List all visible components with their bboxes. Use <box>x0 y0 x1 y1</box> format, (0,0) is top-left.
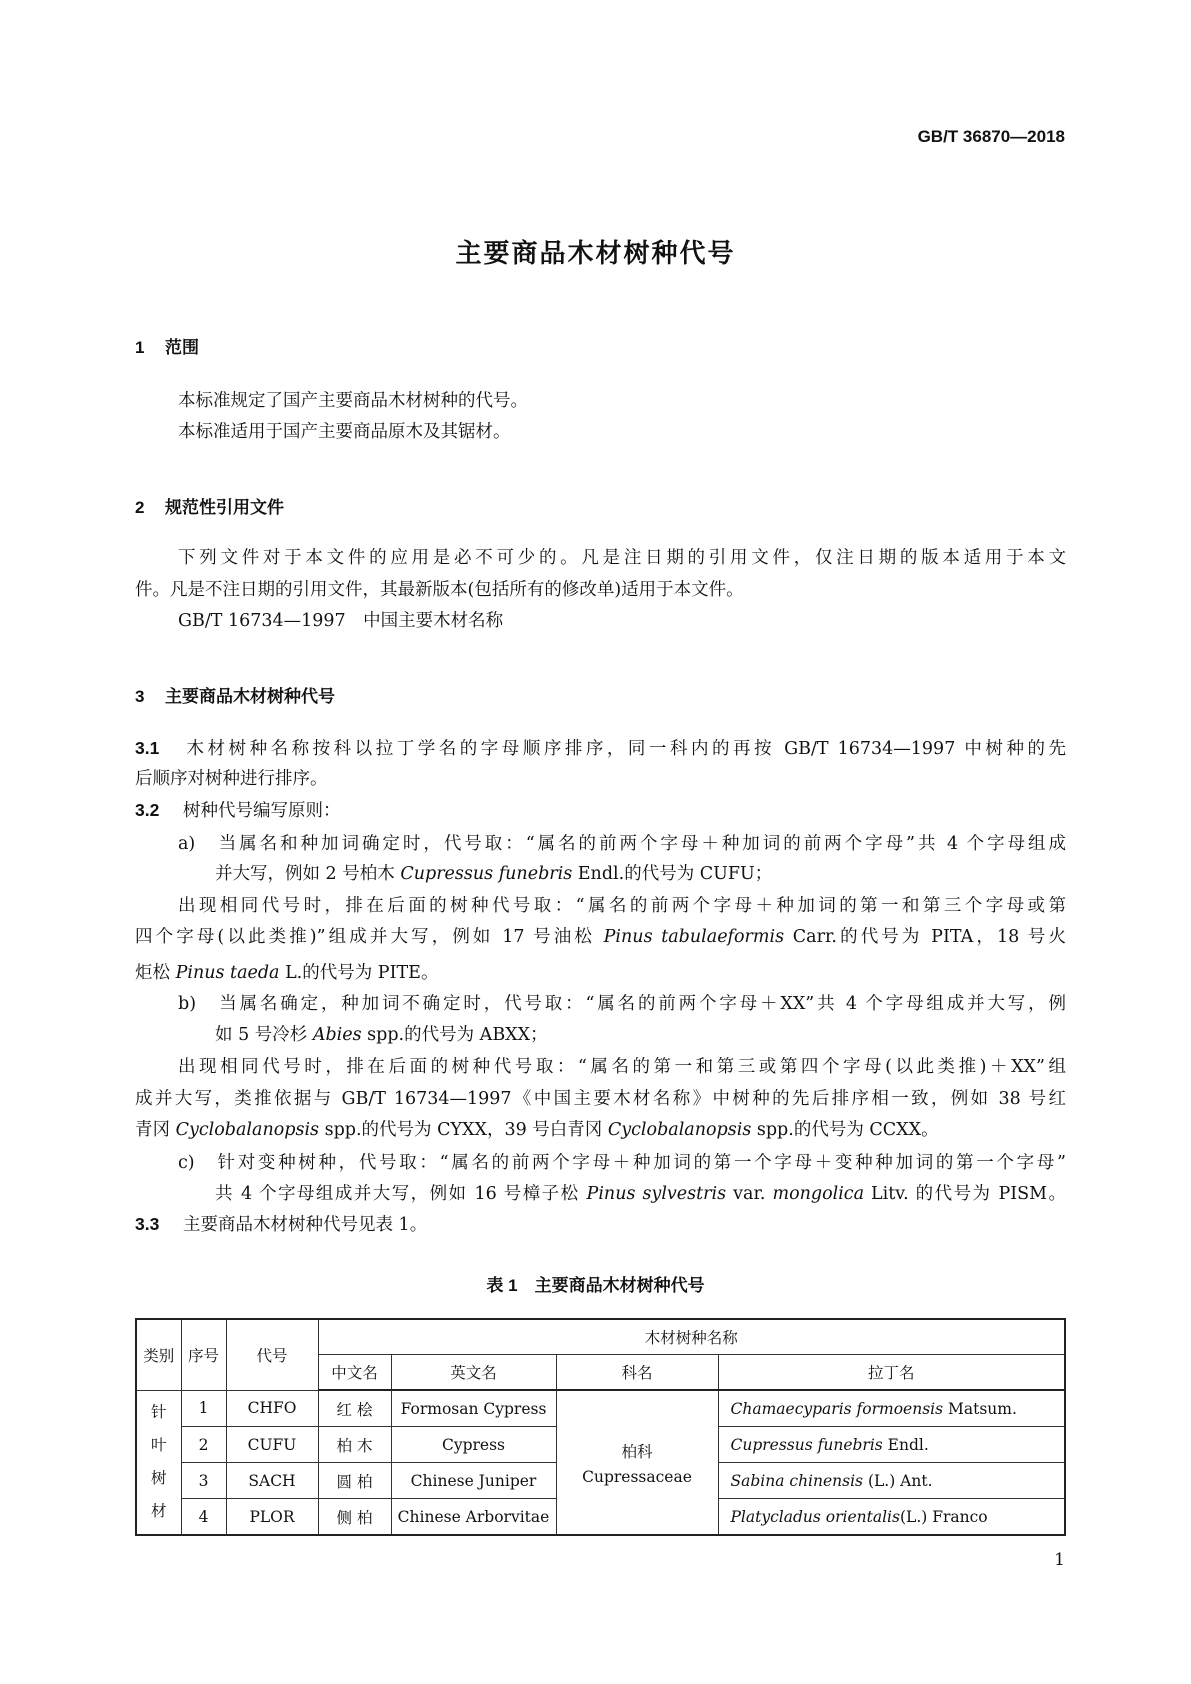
text-span: 后顺序对树种进行排序。 <box>135 769 328 789</box>
page-number: 1 <box>1054 1550 1065 1570</box>
text-span: 木材树种名称按科以拉丁学名的字母顺序排序，同一科内的再按 GB/T 16734—1997 中树种的先 <box>183 739 1066 759</box>
seq-cell: 2 <box>181 1427 226 1463</box>
text-line <box>215 860 1066 885</box>
clause-number: 3.3 <box>135 1214 160 1234</box>
text-span: GB/T 16734—1997 中国主要木材名称 <box>178 611 504 631</box>
chinese-name-cell: 柏 木 <box>318 1427 391 1463</box>
code-cell: PLOR <box>226 1499 318 1536</box>
section-heading <box>135 333 199 358</box>
text-span: 下列文件对于本文件的应用是必不可少的。凡是注日期的引用文件，仅注日期的版本适用于本文 <box>178 548 1066 568</box>
text-line <box>135 1116 1066 1141</box>
section-heading <box>135 682 335 707</box>
text-span: Litv. 的代号为 PISM。 <box>864 1184 1067 1204</box>
text-span: 青冈 <box>135 1120 176 1140</box>
species-code-table <box>135 1318 1066 1536</box>
text-span: 树种代号编写原则： <box>183 801 341 821</box>
header-family: 科名 <box>556 1355 718 1391</box>
header-english-name: 英文名 <box>391 1355 556 1391</box>
text-span: c) 针对变种树种，代号取：“属名的前两个字母＋种加词的第一个字母＋变种种加词的第一个字母” <box>178 1153 1066 1173</box>
text-line <box>178 830 1066 855</box>
latin-name-cell <box>718 1427 1065 1463</box>
text-line <box>178 1053 1066 1078</box>
header-chinese-name: 中文名 <box>318 1355 391 1391</box>
standard-code: GB/T 36870—2018 <box>917 127 1065 146</box>
latin-name: Cyclobalanopsis <box>607 1120 752 1140</box>
latin-author: (L.) Ant. <box>863 1471 933 1490</box>
latin-name: Pinus tabulaeformis <box>603 927 785 947</box>
chinese-name-cell: 红 桧 <box>318 1390 391 1427</box>
text-line <box>178 418 1066 443</box>
latin-author: Endl. <box>882 1435 929 1454</box>
text-span: 成并大写，类推依据与 GB/T 16734—1997《中国主要木材名称》中树种的先后排序相一致，例如 38 号红 <box>135 1089 1066 1109</box>
latin-binomial: Cupressus funebris <box>730 1435 883 1454</box>
section-number: 2 <box>135 498 145 517</box>
chinese-name-cell: 侧 柏 <box>318 1499 391 1536</box>
text-span: 本标准适用于国产主要商品原木及其锯材。 <box>178 422 511 442</box>
text-span: 件。凡是不注日期的引用文件，其最新版本(包括所有的修改单)适用于本文件。 <box>135 580 744 600</box>
latin-binomial: Chamaecyparis formoensis <box>730 1399 944 1418</box>
latin-binomial: Platycladus orientalis <box>730 1507 900 1526</box>
text-span: b) 当属名确定，种加词不确定时，代号取：“属名的前两个字母＋XX”共 4 个字母组成并大写，例 <box>178 994 1066 1014</box>
english-name-cell: Formosan Cypress <box>391 1390 556 1427</box>
section-heading <box>135 493 284 518</box>
text-line <box>178 544 1066 569</box>
latin-name-cell <box>718 1390 1065 1427</box>
text-span: var. <box>726 1184 773 1204</box>
section-title: 范围 <box>165 338 199 357</box>
text-span: a) 当属名和种加词确定时，代号取：“属名的前两个字母＋种加词的前两个字母”共 4 个字母组成 <box>178 834 1066 854</box>
header-code: 代号 <box>226 1319 318 1390</box>
seq-cell: 3 <box>181 1463 226 1499</box>
latin-name-cell <box>718 1499 1065 1536</box>
latin-name: Pinus sylvestris <box>586 1184 727 1204</box>
section-number: 3 <box>135 687 145 706</box>
text-span: 四个字母(以此类推)”组成并大写，例如 17 号油松 <box>135 927 604 947</box>
latin-author: Matsum. <box>943 1399 1017 1418</box>
seq-cell: 4 <box>181 1499 226 1536</box>
latin-name: Cupressus funebris <box>400 864 573 884</box>
text-line <box>135 923 1066 948</box>
latin-name: Pinus taeda <box>175 963 280 983</box>
text-line <box>178 1149 1066 1174</box>
code-cell: SACH <box>226 1463 318 1499</box>
text-span: 出现相同代号时，排在后面的树种代号取：“属名的第一和第三或第四个字母(以此类推)＋XX”组 <box>178 1057 1066 1077</box>
category-cell: 针 叶 树 材 <box>136 1390 181 1535</box>
chinese-name-cell: 圆 柏 <box>318 1463 391 1499</box>
text-line <box>135 1211 1066 1236</box>
text-line <box>135 797 1066 822</box>
clause-number: 3.2 <box>135 800 160 820</box>
family-chinese: 柏科 <box>621 1442 653 1461</box>
code-cell: CHFO <box>226 1390 318 1427</box>
text-line <box>215 1180 1066 1205</box>
latin-name: Cyclobalanopsis <box>175 1120 320 1140</box>
code-cell: CUFU <box>226 1427 318 1463</box>
text-span: L.的代号为 PITE。 <box>279 963 439 983</box>
header-category: 类别 <box>136 1319 181 1390</box>
section-title: 规范性引用文件 <box>165 498 284 517</box>
text-line <box>178 387 1066 412</box>
text-line <box>135 765 1066 790</box>
latin-binomial: Sabina chinensis <box>730 1471 864 1490</box>
latin-name: Abies <box>312 1025 362 1045</box>
english-name-cell: Chinese Juniper <box>391 1463 556 1499</box>
header-seq: 序号 <box>181 1319 226 1390</box>
text-line <box>215 1021 1066 1046</box>
seq-cell: 1 <box>181 1390 226 1427</box>
text-span: 炬松 <box>135 963 176 983</box>
text-line <box>178 607 1066 632</box>
table-row <box>136 1390 1065 1427</box>
section-number: 1 <box>135 338 145 357</box>
text-line <box>178 892 1066 917</box>
text-span: 共 4 个字母组成并大写，例如 16 号樟子松 <box>215 1184 587 1204</box>
document-title: 主要商品木材树种代号 <box>455 238 736 268</box>
text-span: 如 5 号冷杉 <box>215 1025 313 1045</box>
header-latin-name: 拉丁名 <box>718 1355 1065 1391</box>
english-name-cell: Chinese Arborvitae <box>391 1499 556 1536</box>
latin-name: mongolica <box>772 1184 865 1204</box>
text-line <box>178 990 1066 1015</box>
text-span: spp.的代号为 CCXX。 <box>751 1120 939 1140</box>
family-latin: Cupressaceae <box>582 1467 692 1486</box>
text-line <box>135 959 1066 984</box>
text-span: 本标准规定了国产主要商品木材树种的代号。 <box>178 391 528 411</box>
text-span: 出现相同代号时，排在后面的树种代号取：“属名的前两个字母＋种加词的第一和第三个字母或第 <box>178 896 1066 916</box>
text-span: Carr.的代号为 PITA，18 号火 <box>784 927 1066 947</box>
english-name-cell: Cypress <box>391 1427 556 1463</box>
text-span: 并大写，例如 2 号柏木 <box>215 864 401 884</box>
text-line <box>135 1085 1066 1110</box>
family-cell <box>556 1390 718 1535</box>
text-span: spp.的代号为 CYXX，39 号白青冈 <box>319 1120 608 1140</box>
text-span: 主要商品木材树种代号见表 1。 <box>183 1215 428 1235</box>
latin-author: (L.) Franco <box>899 1507 988 1526</box>
text-span: spp.的代号为 ABXX； <box>361 1025 548 1045</box>
header-species-name: 木材树种名称 <box>318 1319 1065 1355</box>
text-span: Endl.的代号为 CUFU； <box>572 864 773 884</box>
text-line <box>135 576 1066 601</box>
section-title: 主要商品木材树种代号 <box>165 687 335 706</box>
latin-name-cell <box>718 1463 1065 1499</box>
text-line <box>135 735 1066 760</box>
clause-number: 3.1 <box>135 738 160 758</box>
table-caption: 表 1 主要商品木材树种代号 <box>486 1276 705 1295</box>
